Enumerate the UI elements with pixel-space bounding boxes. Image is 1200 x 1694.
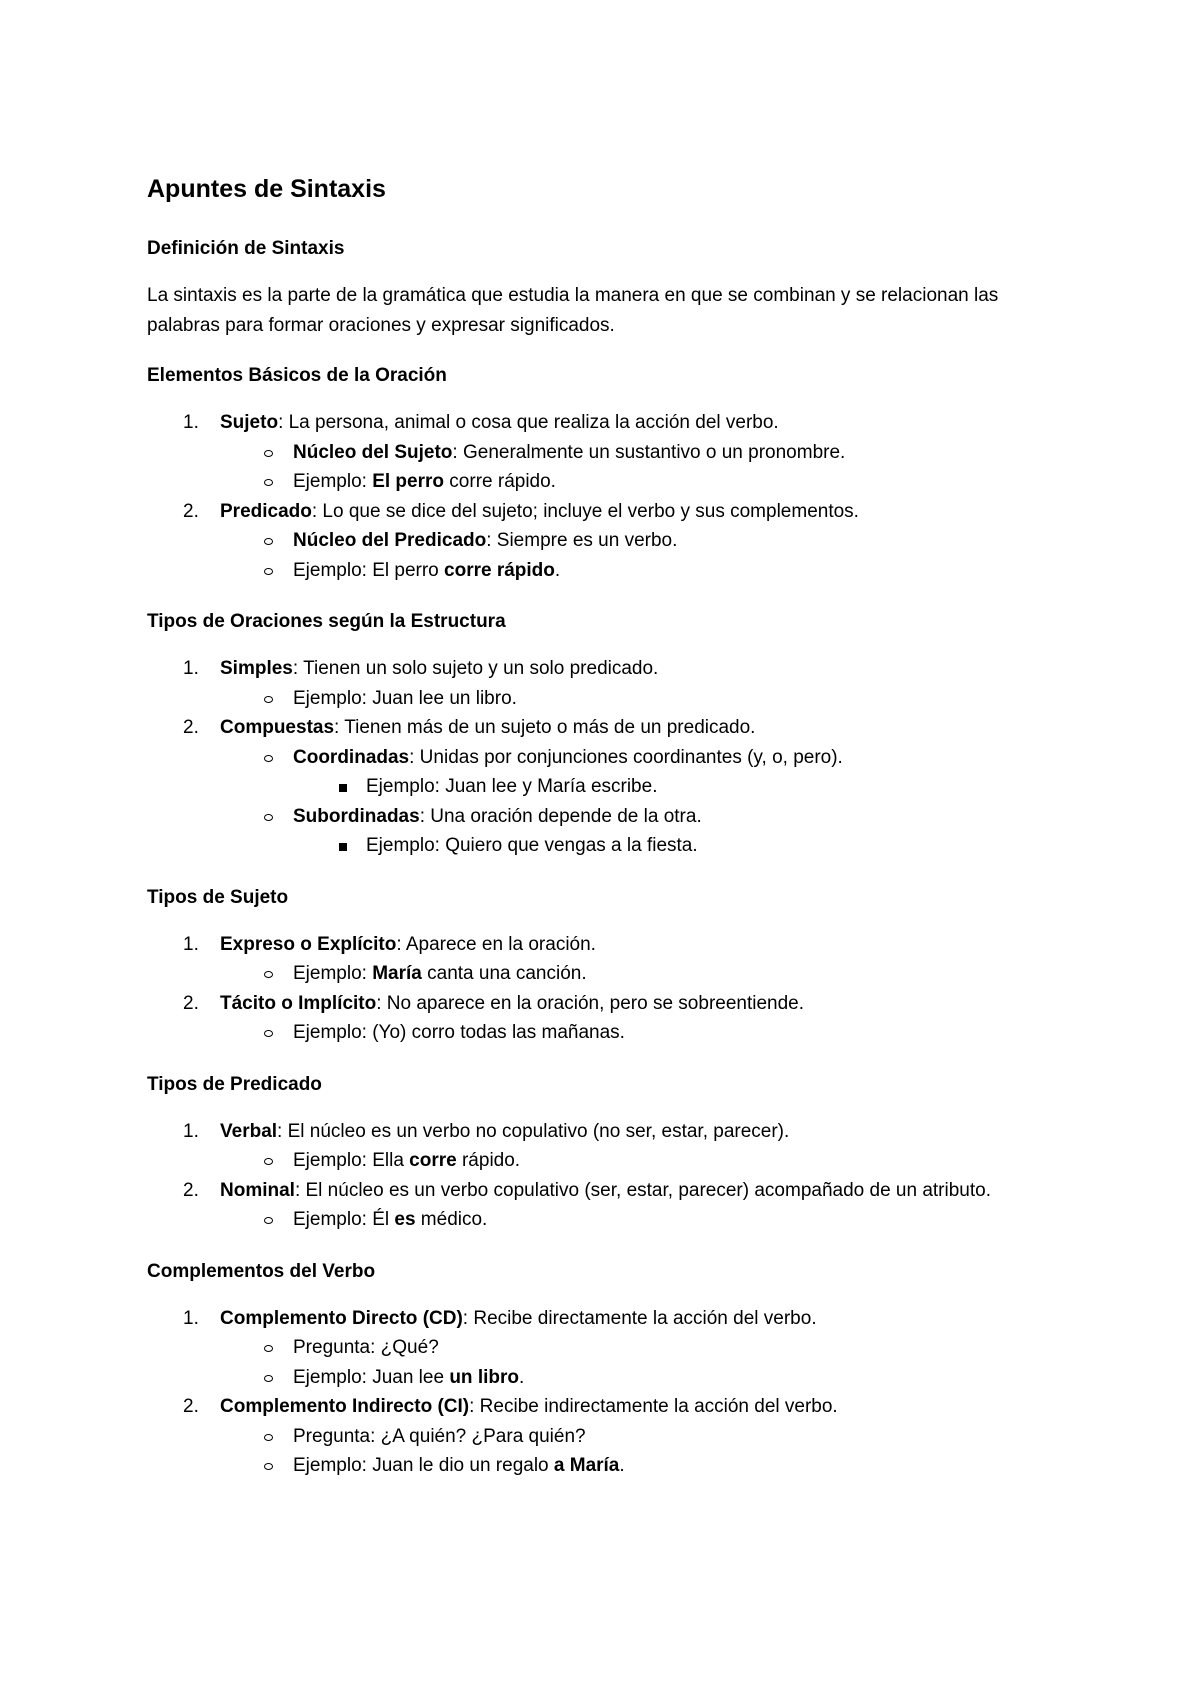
- example-text: Ejemplo: Quiero que vengas a la fiesta.: [366, 835, 698, 856]
- sublist: [220, 1333, 1067, 1392]
- sublist: [220, 743, 1067, 861]
- example-bold: corre rápido: [444, 559, 555, 581]
- term: Simples: [220, 658, 293, 679]
- hollow-circle-bullet-icon: [264, 568, 273, 575]
- list-item: [147, 654, 1067, 713]
- question-text: Pregunta: ¿Qué?: [293, 1337, 439, 1358]
- sublist-item: [220, 684, 1067, 714]
- section-heading-definicion: Definición de Sintaxis: [147, 238, 345, 259]
- hollow-circle-bullet-icon: [264, 1375, 273, 1382]
- example-bold: a María: [553, 1455, 620, 1476]
- example-prefix: Ejemplo:: [293, 963, 373, 984]
- sub-sublist: [293, 831, 1067, 861]
- description: : Recibe directamente la acción del verbo.: [462, 1307, 817, 1329]
- square-bullet-icon: [339, 843, 347, 851]
- example-suffix: .: [554, 559, 561, 581]
- sublist-item: [220, 1205, 1067, 1235]
- document-title: Apuntes de Sintaxis: [147, 175, 386, 203]
- list-number: 2.: [183, 717, 199, 738]
- description: : Una oración depende de la otra.: [419, 805, 702, 827]
- section-heading-elementos: Elementos Básicos de la Oración: [147, 365, 447, 386]
- term: Sujeto: [220, 412, 279, 433]
- section-heading-tipos-sujeto: Tipos de Sujeto: [147, 886, 289, 908]
- sublist-item: [220, 438, 1067, 468]
- list-number: 2.: [183, 500, 199, 522]
- term: Predicado: [220, 500, 312, 522]
- list-item: [147, 930, 1067, 989]
- question-text: Pregunta: ¿A quién? ¿Para quién?: [293, 1425, 586, 1447]
- definicion-paragraph: La sintaxis es la parte de la gramática que estudia la manera en que se combinan y se relacionan las palabras para formar oraciones y expresar significados.: [147, 285, 999, 336]
- example-prefix: Ejemplo: Él: [293, 1209, 395, 1230]
- sub-sublist-item: [293, 831, 1067, 861]
- example-suffix: rápido.: [456, 1150, 521, 1171]
- list-number: 2.: [183, 1396, 199, 1417]
- sublist: [220, 1146, 1067, 1176]
- list-number: 2.: [183, 992, 199, 1014]
- hollow-circle-bullet-icon: [264, 1463, 273, 1470]
- example-suffix: .: [518, 1366, 525, 1388]
- description: : Recibe indirectamente la acción del verbo.: [469, 1396, 838, 1417]
- description: : Unidas por conjunciones coordinantes (y, o, pero).: [409, 746, 843, 768]
- list-item: [147, 1117, 1067, 1176]
- term: Tácito o Implícito: [220, 992, 377, 1014]
- hollow-circle-bullet-icon: [264, 1158, 273, 1165]
- example-bold: corre: [409, 1150, 457, 1171]
- example-suffix: corre rápido.: [444, 471, 556, 492]
- description: : Lo que se dice del sujeto; incluye el verbo y sus complementos.: [311, 500, 859, 522]
- term: Complemento Indirecto (CI): [220, 1396, 470, 1417]
- hollow-circle-bullet-icon: [264, 538, 273, 545]
- hollow-circle-bullet-icon: [264, 450, 273, 457]
- sublist-item: [220, 467, 1067, 497]
- sublist-item: [220, 1146, 1067, 1176]
- example-bold: un libro: [449, 1366, 519, 1388]
- sublist: [220, 1018, 1067, 1048]
- list-number: 1.: [183, 933, 199, 955]
- list-item: [147, 713, 1067, 861]
- section-heading-complementos: Complementos del Verbo: [147, 1260, 376, 1282]
- hollow-circle-bullet-icon: [264, 1030, 273, 1037]
- sublist-item: [220, 526, 1067, 556]
- sublist: [220, 1205, 1067, 1235]
- example-prefix: Ejemplo: Juan lee: [293, 1366, 450, 1388]
- sublist-item: [220, 743, 1067, 802]
- description: : El núcleo es un verbo copulativo (ser, estar, parecer) acompañado de un atributo.: [294, 1179, 991, 1201]
- example-bold: María: [372, 963, 422, 984]
- complementos-list: [147, 1304, 1067, 1481]
- sublist-item: [220, 1451, 1067, 1481]
- description: : No aparece en la oración, pero se sobreentiende.: [376, 992, 805, 1014]
- term: Complemento Directo (CD): [220, 1307, 463, 1329]
- list-item: [147, 989, 1067, 1048]
- square-bullet-icon: [339, 784, 347, 792]
- example-suffix: médico.: [415, 1209, 488, 1230]
- hollow-circle-bullet-icon: [264, 479, 273, 486]
- sublist: [220, 438, 1067, 497]
- description: : Siempre es un verbo.: [486, 530, 678, 551]
- sublist: [220, 1422, 1067, 1481]
- list-number: 1.: [183, 1120, 199, 1142]
- example-text: Ejemplo: Juan lee un libro.: [293, 687, 517, 709]
- list-item: [147, 497, 1067, 586]
- sublist-item: [220, 1333, 1067, 1363]
- term: Verbal: [220, 1120, 278, 1142]
- description: : El núcleo es un verbo no copulativo (no ser, estar, parecer).: [277, 1120, 790, 1142]
- sublist-item: [220, 556, 1067, 586]
- example-prefix: Ejemplo: El perro: [293, 559, 445, 581]
- term: Compuestas: [220, 717, 335, 738]
- example-bold: El perro: [372, 471, 445, 492]
- example-prefix: Ejemplo: Ella: [293, 1150, 410, 1171]
- hollow-circle-bullet-icon: [264, 814, 273, 821]
- list-number: 1.: [183, 412, 199, 433]
- description: : Aparece en la oración.: [396, 933, 596, 955]
- example-prefix: Ejemplo:: [293, 471, 373, 492]
- term: Expreso o Explícito: [220, 933, 397, 955]
- list-item: [147, 1176, 1067, 1235]
- example-prefix: Ejemplo: Juan le dio un regalo: [293, 1455, 554, 1476]
- description: : La persona, animal o cosa que realiza la acción del verbo.: [278, 412, 779, 433]
- description: : Tienen un solo sujeto y un solo predicado.: [292, 658, 659, 679]
- sublist-item: [220, 1018, 1067, 1048]
- term: Núcleo del Predicado: [293, 530, 487, 551]
- list-number: 1.: [183, 1307, 199, 1329]
- list-number: 2.: [183, 1179, 199, 1201]
- hollow-circle-bullet-icon: [264, 696, 273, 703]
- sublist-item: [220, 802, 1067, 861]
- document-content: [147, 170, 1067, 1504]
- hollow-circle-bullet-icon: [264, 755, 273, 762]
- hollow-circle-bullet-icon: [264, 1345, 273, 1352]
- term: Núcleo del Sujeto: [293, 441, 453, 463]
- list-item: [147, 1392, 1067, 1481]
- description: : Generalmente un sustantivo o un pronombre.: [452, 441, 846, 463]
- hollow-circle-bullet-icon: [264, 1434, 273, 1441]
- list-item: [147, 408, 1067, 497]
- hollow-circle-bullet-icon: [264, 1217, 273, 1224]
- hollow-circle-bullet-icon: [264, 971, 273, 978]
- sub-sublist-item: [293, 772, 1067, 802]
- example-text: Ejemplo: (Yo) corro todas las mañanas.: [293, 1022, 625, 1043]
- sublist-item: [220, 959, 1067, 989]
- example-bold: es: [394, 1209, 416, 1230]
- list-item: [147, 1304, 1067, 1393]
- term: Subordinadas: [293, 805, 420, 827]
- example-text: Ejemplo: Juan lee y María escribe.: [366, 776, 658, 797]
- example-suffix: canta una canción.: [421, 963, 587, 984]
- sublist: [220, 526, 1067, 585]
- list-number: 1.: [183, 658, 199, 679]
- sublist-item: [220, 1422, 1067, 1452]
- section-heading-tipos-predicado: Tipos de Predicado: [147, 1073, 322, 1095]
- description: : Tienen más de un sujeto o más de un predicado.: [334, 717, 756, 738]
- tipos-predicado-list: [147, 1117, 1067, 1235]
- tipos-sujeto-list: [147, 930, 1067, 1048]
- term: Coordinadas: [293, 746, 410, 768]
- tipos-oraciones-list: [147, 654, 1067, 861]
- sublist-item: [220, 1363, 1067, 1393]
- sub-sublist: [293, 772, 1067, 802]
- example-suffix: .: [619, 1455, 625, 1476]
- term: Nominal: [220, 1179, 295, 1201]
- section-heading-tipos-oraciones: Tipos de Oraciones según la Estructura: [147, 611, 506, 632]
- sublist: [220, 684, 1067, 714]
- elementos-list: [147, 408, 1067, 585]
- sublist: [220, 959, 1067, 989]
